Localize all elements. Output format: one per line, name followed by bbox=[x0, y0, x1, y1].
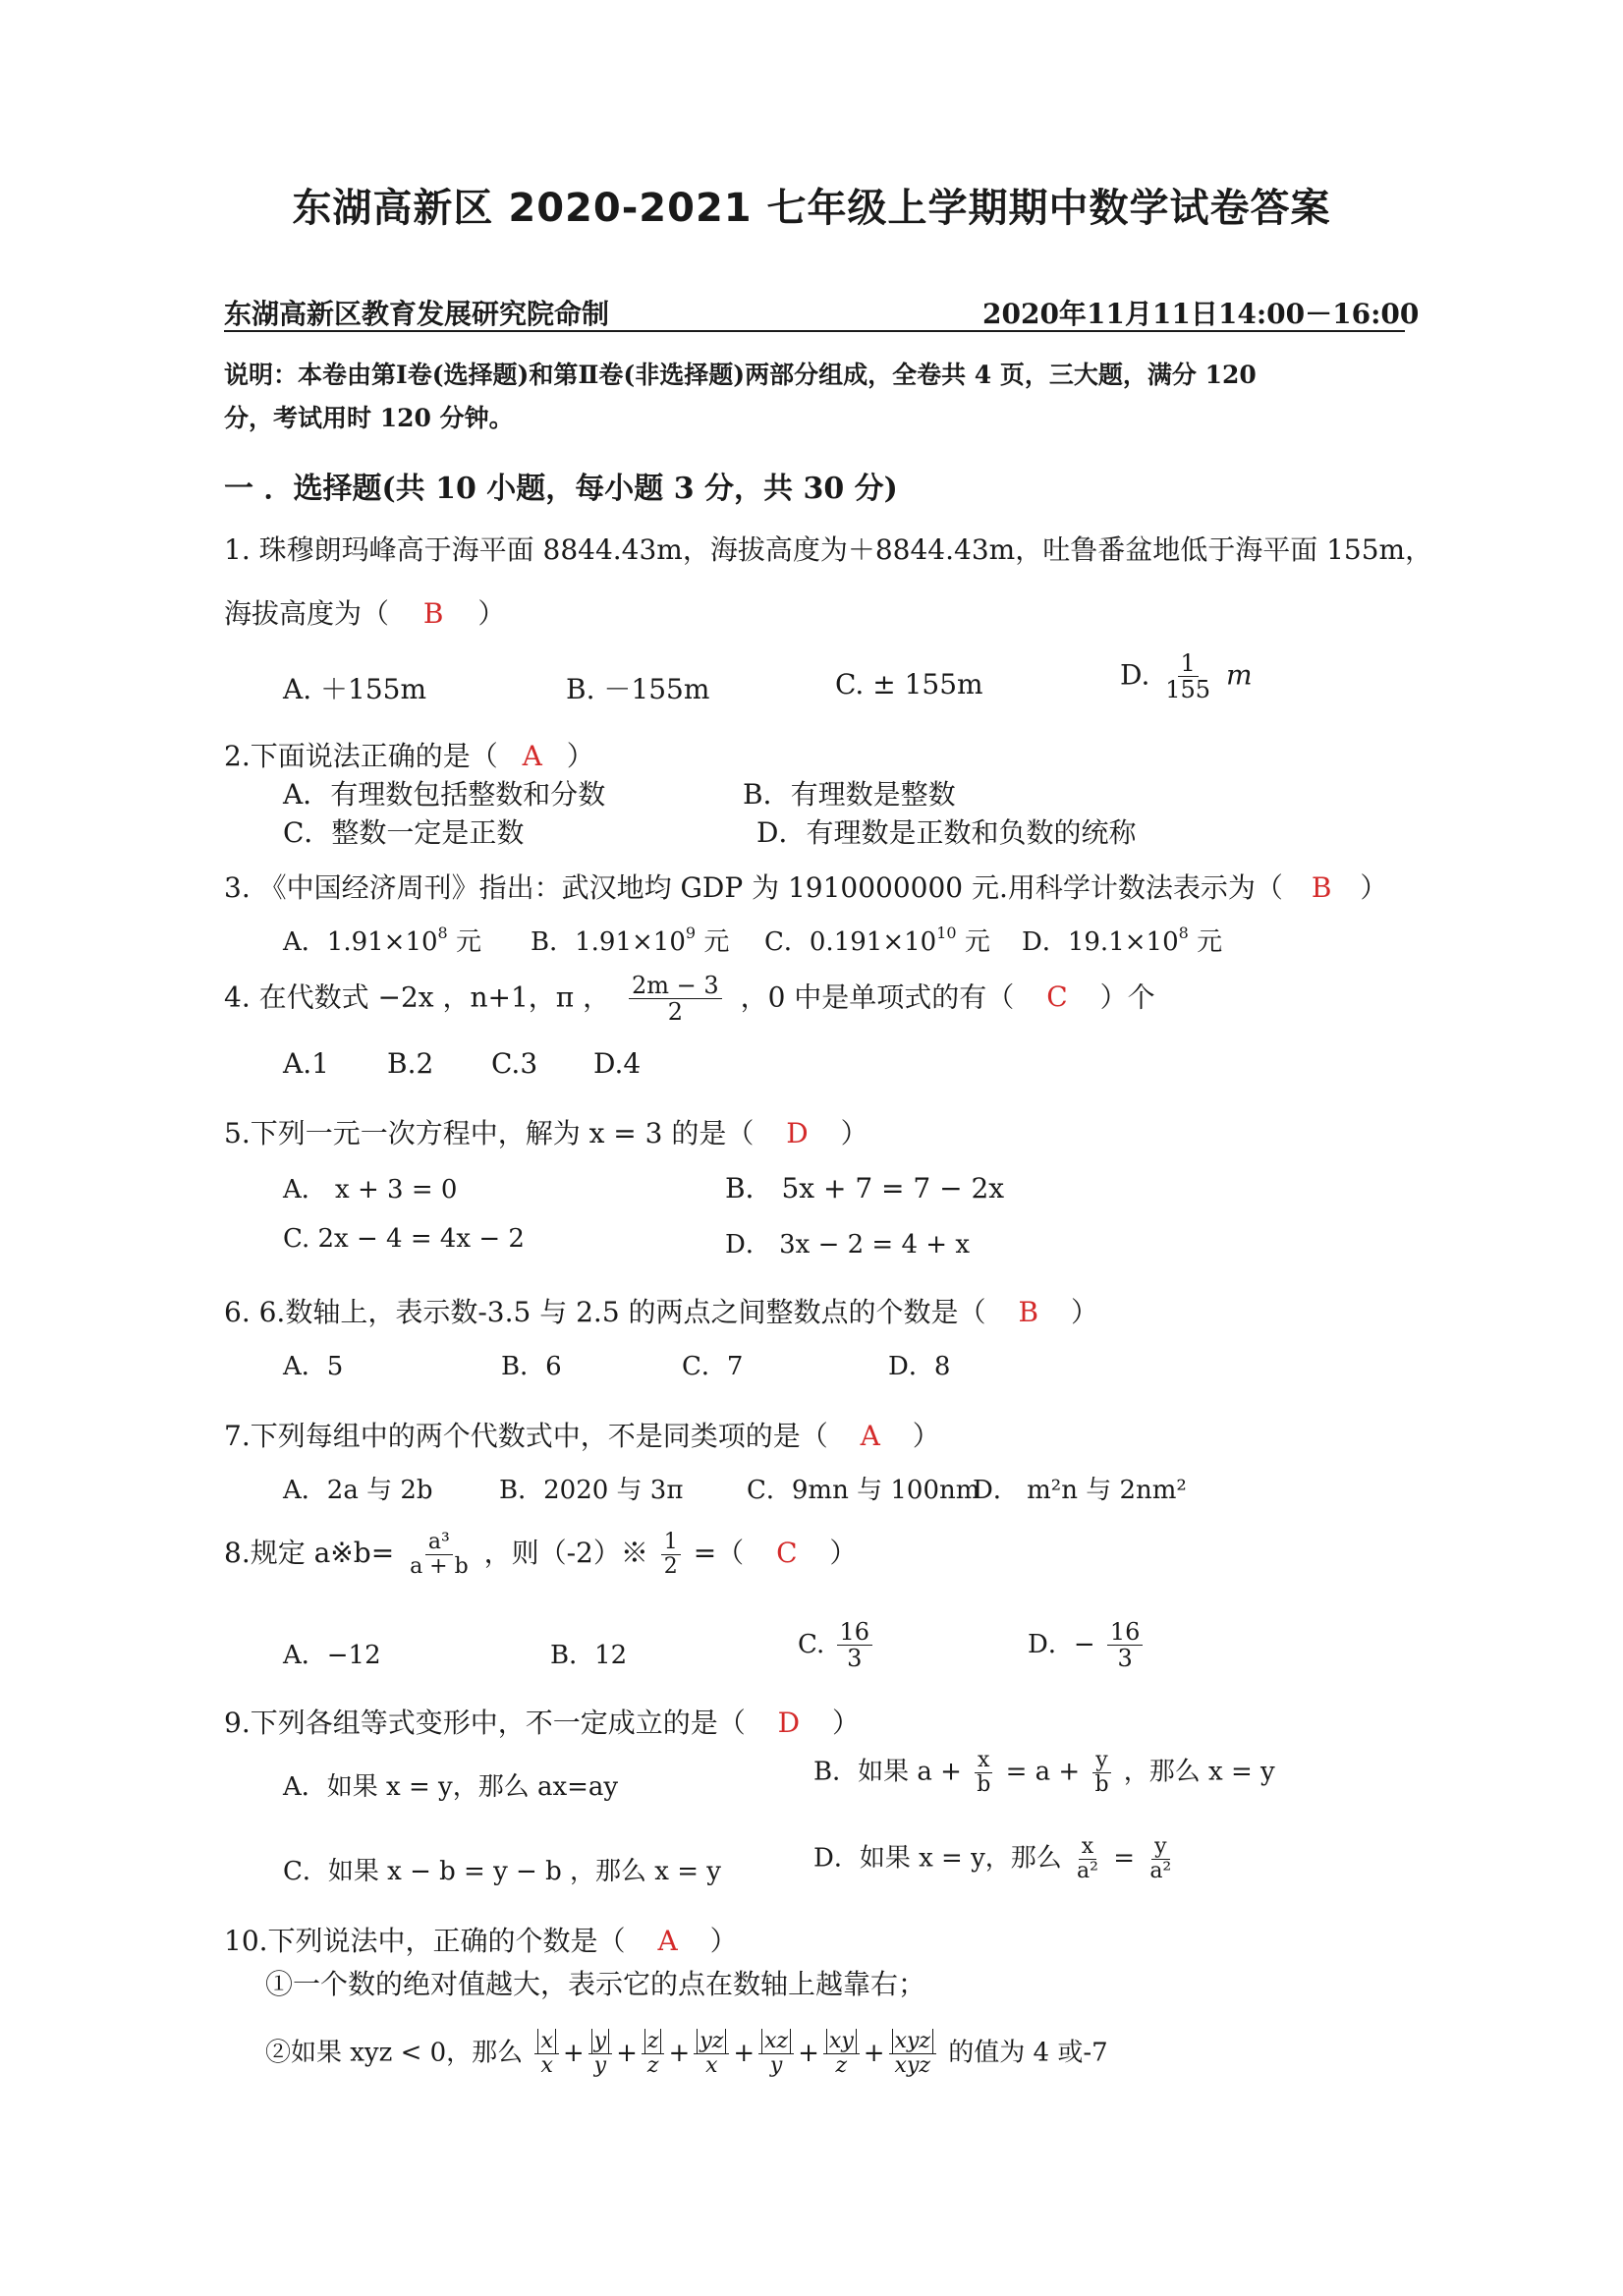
q1-option-b: B. －155m bbox=[566, 673, 710, 705]
q1-stem-line1: 1. 珠穆朗玛峰高于海平面 8844.43m，海拔高度为＋8844.43m，吐鲁番盆地低于海平面 155m， bbox=[224, 533, 1433, 566]
q5-close: ） bbox=[840, 1117, 868, 1149]
q4-stem: 4. 在代数式 −2x ，n+1，π ， bbox=[224, 980, 611, 1014]
q9-stem: 9.下列各组等式变形中，不一定成立的是（ bbox=[224, 1707, 746, 1739]
q3-option-a: A．$1.91\times 10^8$ 元 bbox=[283, 924, 482, 957]
q5-option-b: B． 5x + 7 = 7 − 2x bbox=[725, 1172, 1005, 1204]
plus-sign: + bbox=[562, 2038, 585, 2068]
abs-fraction-term: $\frac{xz}{y}$ bbox=[758, 2030, 794, 2078]
q2-stem-line bbox=[224, 735, 594, 774]
q8-stem-line bbox=[224, 1531, 857, 1579]
abs-fraction-term: $\frac{x}{x}$ bbox=[534, 2030, 558, 2078]
q10-stem-line bbox=[224, 1920, 738, 1959]
q10-statement-2 bbox=[265, 2030, 1108, 2078]
q10-close: ） bbox=[709, 1925, 738, 1957]
instruction-line-1: 说明：本卷由第Ⅰ卷(选择题)和第Ⅱ卷(非选择题)两部分组成，全卷共 4 页，三大题，满分 120 bbox=[224, 361, 1257, 389]
q6-option-b: B．6 bbox=[501, 1352, 562, 1381]
q3-option-c: C．$0.191\times 10^{10}$ 元 bbox=[764, 924, 990, 957]
q7-answer: A bbox=[860, 1420, 880, 1452]
q1-stem-line2 bbox=[224, 592, 505, 632]
q1-option-d-fraction: $\frac{1}{155}$ bbox=[1165, 649, 1211, 704]
q8-answer: C bbox=[776, 1537, 798, 1570]
q10-statement-1: ①一个数的绝对值越大，表示它的点在数轴上越靠右； bbox=[265, 1968, 926, 2000]
q6-close: ） bbox=[1070, 1296, 1098, 1328]
q3-stem-line bbox=[224, 867, 1387, 906]
q9-option-c: C．如果 x − b = y − b ，那么 x = y bbox=[283, 1857, 721, 1886]
q8-option-c: C. $\frac{16}{3}$ bbox=[798, 1619, 876, 1672]
q10-statement-2-prefix: ②如果 xyz < 0，那么 bbox=[265, 2038, 524, 2068]
q3-close: ） bbox=[1360, 871, 1388, 904]
abs-fraction-term: $\frac{y}{y}$ bbox=[588, 2030, 612, 2078]
q6-option-d: D．8 bbox=[888, 1352, 951, 1381]
q7-close: ） bbox=[912, 1420, 940, 1452]
q1-answer: B bbox=[422, 597, 444, 630]
q8-option-a: A．−12 bbox=[283, 1641, 381, 1670]
q2-option-b: B．有理数是整数 bbox=[743, 778, 956, 811]
q4-option-a: A.1 bbox=[283, 1047, 329, 1080]
header-divider bbox=[224, 330, 1405, 332]
q3-option-b: B．$1.91\times 10^9$ 元 bbox=[531, 924, 730, 957]
q4-answer: C bbox=[1046, 980, 1068, 1014]
q5-option-a: A． x + 3 = 0 bbox=[283, 1175, 458, 1204]
header-issuer: 东湖高新区教育发展研究院命制 bbox=[224, 298, 610, 330]
q2-answer: A bbox=[522, 740, 542, 772]
q10-statement-2-suffix: 的值为 4 或-7 bbox=[948, 2038, 1108, 2068]
q4-stem-line bbox=[224, 973, 1155, 1026]
header-date: 2020年11月11日14:00－16:00 bbox=[982, 298, 1420, 330]
q1-option-d-label: D. bbox=[1120, 658, 1150, 692]
abs-fraction-term: $\frac{z}{z}$ bbox=[642, 2030, 665, 2078]
q6-stem: 6. 6.数轴上，表示数-3.5 与 2.5 的两点之间整数点的个数是（ bbox=[224, 1296, 986, 1328]
section-heading: 一 ．选择题(共 10 小题，每小题 3 分，共 30 分) bbox=[224, 472, 898, 506]
q1-option-a: A. ＋155m bbox=[283, 673, 427, 705]
q8-close: ） bbox=[829, 1537, 858, 1570]
q9-option-d: D．如果 x = y，那么 $\frac{x}{\text{a²}}$ = $\frac{y}{\text{a²}}$ bbox=[813, 1834, 1172, 1884]
instruction-line-2: 分，考试用时 120 分钟。 bbox=[224, 404, 514, 432]
q9-option-b: B．如果 a + $\frac{x}{b}$ = a + $\frac{y}{b}$ ，那么 x = y bbox=[813, 1748, 1275, 1798]
q5-answer: D bbox=[786, 1117, 809, 1149]
q2-close: ） bbox=[566, 740, 594, 772]
q2-option-d: D．有理数是正数和负数的统称 bbox=[756, 816, 1137, 849]
plus-sign: + bbox=[863, 2038, 885, 2068]
q8-eq: =（ bbox=[693, 1537, 745, 1570]
q4-option-d: D.4 bbox=[593, 1047, 642, 1080]
q6-stem-line bbox=[224, 1291, 1098, 1330]
q5-stem: 5.下列一元一次方程中，解为 x = 3 的是（ bbox=[224, 1117, 755, 1149]
q1-close: ） bbox=[477, 597, 506, 630]
plus-sign: + bbox=[798, 2038, 819, 2068]
abs-fraction-term: $\frac{\text{xyz}}{\text{xyz}}$ bbox=[889, 2030, 936, 2078]
q4-option-c: C.3 bbox=[491, 1047, 538, 1080]
q8-mid: ，则（-2）※ bbox=[483, 1537, 648, 1570]
q9-option-a: A．如果 x = y，那么 ax=ay bbox=[283, 1772, 619, 1802]
page-title: 东湖高新区 2020-2021 七年级上学期期中数学试卷答案 bbox=[292, 186, 1331, 231]
q10-answer: A bbox=[657, 1925, 678, 1957]
q5-stem-line bbox=[224, 1112, 868, 1151]
q1-option-d-unit: m bbox=[1225, 658, 1253, 692]
q1-option-d bbox=[1120, 650, 1253, 703]
q4-fraction: $\frac{2m - 3}{2}$ bbox=[629, 973, 722, 1026]
q5-option-d: D． 3x − 2 = 4 + x bbox=[725, 1230, 971, 1260]
q9-close: ） bbox=[831, 1707, 860, 1739]
q9-answer: D bbox=[777, 1707, 801, 1739]
q7-stem-line bbox=[224, 1415, 940, 1454]
plus-sign: + bbox=[616, 2038, 638, 2068]
abs-fraction-term: $\frac{yz}{x}$ bbox=[694, 2030, 729, 2078]
q6-option-a: A．5 bbox=[283, 1352, 344, 1381]
abs-fraction-term: $\frac{xy}{z}$ bbox=[823, 2030, 860, 2078]
q6-option-c: C．7 bbox=[682, 1352, 744, 1381]
q2-stem: 2.下面说法正确的是（ bbox=[224, 740, 498, 772]
q3-answer: B bbox=[1311, 871, 1332, 904]
q7-option-a: A．2a 与 2b bbox=[283, 1476, 433, 1505]
q7-option-d: D． m²n 与 2nm² bbox=[973, 1476, 1187, 1505]
q3-stem: 3. 《中国经济周刊》指出：武汉地均 GDP 为 1910000000 元.用科学计数法表示为（ bbox=[224, 871, 1283, 904]
q4-option-b: B.2 bbox=[387, 1047, 434, 1080]
q9-stem-line bbox=[224, 1702, 860, 1741]
plus-sign: + bbox=[668, 2038, 691, 2068]
q8-definition-fraction: $\frac{\text{a³}}{a + b}$ bbox=[410, 1530, 469, 1580]
q8-stem: 8.规定 a※b= bbox=[224, 1537, 395, 1570]
plus-sign: + bbox=[733, 2038, 756, 2068]
q5-option-c: C. 2x − 4 = 4x − 2 bbox=[283, 1224, 525, 1254]
q10-abs-sum bbox=[531, 2029, 940, 2079]
q7-stem: 7.下列每组中的两个代数式中，不是同类项的是（ bbox=[224, 1420, 828, 1452]
q8-half-fraction: $\frac{1}{2}$ bbox=[661, 1531, 681, 1579]
q1-stem: 海拔高度为（ bbox=[224, 597, 390, 630]
q4-close: ）个 bbox=[1099, 980, 1155, 1014]
q7-option-b: B．2020 与 3π bbox=[499, 1476, 684, 1505]
q3-option-d: D．$19.1\times 10^8$ 元 bbox=[1022, 924, 1223, 957]
q2-option-c: C．整数一定是正数 bbox=[283, 816, 525, 849]
q8-option-d: D．− $\frac{16}{3}$ bbox=[1028, 1619, 1147, 1672]
q7-option-c: C．9mn 与 100nm bbox=[747, 1476, 980, 1505]
q2-option-a: A．有理数包括整数和分数 bbox=[283, 778, 606, 811]
q10-stem: 10.下列说法中，正确的个数是（ bbox=[224, 1925, 626, 1957]
q8-option-b: B．12 bbox=[550, 1641, 628, 1670]
q6-answer: B bbox=[1018, 1296, 1039, 1328]
q4-tail: ，0 中是单项式的有（ bbox=[740, 980, 1015, 1014]
q1-option-c: C. ± 155m bbox=[835, 668, 983, 700]
